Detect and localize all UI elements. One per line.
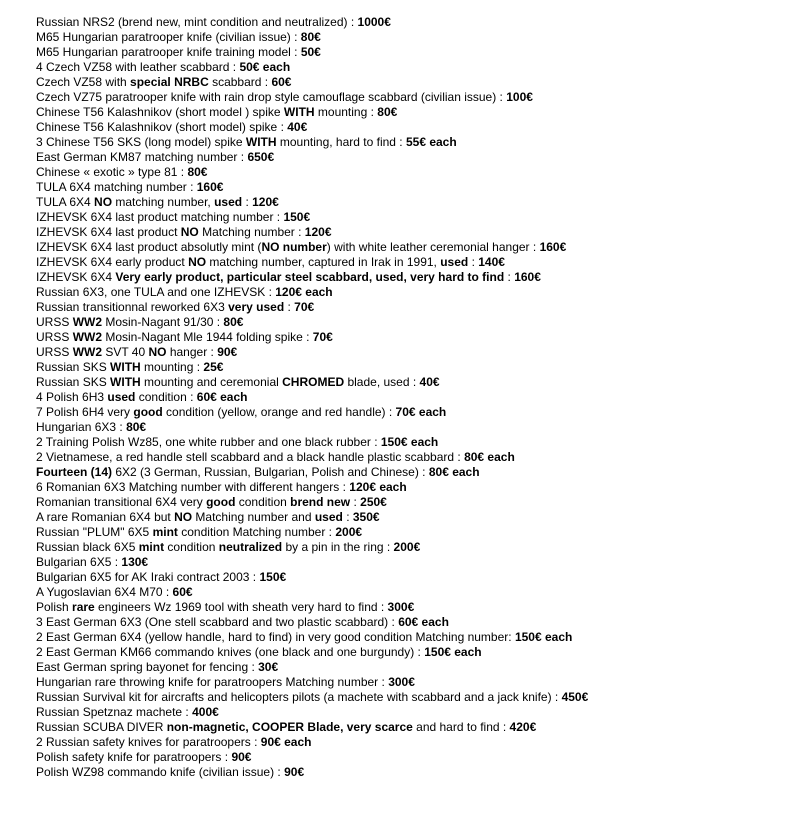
list-item: [36, 360, 781, 375]
bold-text-segment: 90€: [284, 765, 305, 779]
list-item: [36, 150, 781, 165]
text-segment: mounting and ceremonial: [140, 375, 283, 389]
bold-text-segment: 150€: [259, 570, 287, 584]
text-segment: scabbard :: [208, 75, 272, 89]
text-segment: TULA 6X4: [36, 195, 95, 209]
bold-text-segment: 130€: [121, 555, 149, 569]
text-segment: Chinese « exotic » type 81 :: [36, 165, 188, 179]
list-item: [36, 375, 781, 390]
bold-text-segment: 90€ each: [260, 735, 312, 749]
text-segment: mounting, hard to find :: [276, 135, 406, 149]
list-item: [36, 630, 781, 645]
list-item: [36, 495, 781, 510]
bold-text-segment: very used: [228, 300, 285, 314]
text-segment: Czech VZ58 with: [36, 75, 131, 89]
bold-text-segment: 80€ each: [428, 465, 480, 479]
bold-text-segment: used: [214, 195, 243, 209]
bold-text-segment: good: [133, 405, 163, 419]
list-item: [36, 45, 781, 60]
text-segment: 6 Romanian 6X3 Matching number with different hangers :: [36, 480, 350, 494]
text-segment: Chinese T56 Kalashnikov (short model) spike :: [36, 120, 288, 134]
text-segment: URSS: [36, 345, 73, 359]
text-segment: Russian Spetznaz machete :: [36, 705, 193, 719]
text-segment: East German KM87 matching number :: [36, 150, 248, 164]
list-item: [36, 540, 781, 555]
bold-text-segment: 80€: [126, 420, 147, 434]
bold-text-segment: rare: [72, 600, 95, 614]
text-segment: M65 Hungarian paratrooper knife (civilian issue) :: [36, 30, 301, 44]
text-segment: :: [504, 270, 515, 284]
bold-text-segment: NO: [94, 195, 113, 209]
text-segment: East German spring bayonet for fencing :: [36, 660, 259, 674]
bold-text-segment: 80€: [187, 165, 208, 179]
list-item: [36, 555, 781, 570]
bold-text-segment: 150€ each: [514, 630, 573, 644]
list-item: [36, 510, 781, 525]
bold-text-segment: CHROMED: [282, 375, 345, 389]
text-segment: Russian black 6X5: [36, 540, 139, 554]
bold-text-segment: NO: [188, 255, 207, 269]
text-segment: :: [342, 510, 353, 524]
list-item: [36, 465, 781, 480]
text-segment: by a pin in the ring :: [282, 540, 394, 554]
text-segment: 3 Chinese T56 SKS (long model) spike: [36, 135, 246, 149]
list-item: [36, 660, 781, 675]
list-item: [36, 480, 781, 495]
bold-text-segment: 50€ each: [239, 60, 291, 74]
list-item: [36, 315, 781, 330]
bold-text-segment: brend new: [290, 495, 351, 509]
bold-text-segment: 80€ each: [464, 450, 515, 464]
text-segment: Hungarian rare throwing knife for paratroopers Matching number :: [36, 675, 389, 689]
text-segment: ) with white leather ceremonial hanger :: [326, 240, 540, 254]
bold-text-segment: 80€: [377, 105, 398, 119]
text-segment: Russian 6X3, one TULA and one IZHEVSK :: [36, 285, 276, 299]
text-segment: condition :: [135, 390, 197, 404]
bold-text-segment: 80€: [223, 315, 244, 329]
list-item: [36, 330, 781, 345]
bold-text-segment: 160€: [196, 180, 224, 194]
bold-text-segment: 120€: [252, 195, 279, 209]
text-segment: A Yugoslavian 6X4 M70 :: [36, 585, 173, 599]
list-item: [36, 345, 781, 360]
bold-text-segment: 60€: [271, 75, 292, 89]
text-segment: Russian NRS2 (brend new, mint condition and neutralized) :: [36, 15, 358, 29]
list-item: [36, 690, 781, 705]
list-item: [36, 195, 781, 210]
bold-text-segment: used: [440, 255, 469, 269]
text-segment: Mosin-Nagant 91/30 :: [102, 315, 224, 329]
bold-text-segment: 300€: [387, 600, 415, 614]
text-segment: A rare Romanian 6X4 but: [36, 510, 175, 524]
bold-text-segment: NO: [174, 510, 193, 524]
text-segment: SVT 40: [102, 345, 149, 359]
bold-text-segment: 150€ each: [380, 435, 439, 449]
text-segment: Russian SKS: [36, 375, 111, 389]
text-segment: matching number,: [112, 195, 215, 209]
list-item: [36, 735, 781, 750]
text-segment: TULA 6X4 matching number :: [36, 180, 197, 194]
text-segment: matching number, captured in Irak in 1991,: [206, 255, 441, 269]
bold-text-segment: 400€: [192, 705, 219, 719]
text-segment: Russian SKS: [36, 360, 111, 374]
bold-text-segment: 160€: [539, 240, 567, 254]
bold-text-segment: 350€: [352, 510, 380, 524]
text-segment: IZHEVSK 6X4 early product: [36, 255, 189, 269]
list-item: [36, 90, 781, 105]
text-segment: :: [350, 495, 361, 509]
text-segment: Bulgarian 6X5 for AK Iraki contract 2003 :: [36, 570, 260, 584]
list-item: [36, 615, 781, 630]
bold-text-segment: 70€: [312, 330, 333, 344]
list-item: [36, 420, 781, 435]
bold-text-segment: WITH: [110, 375, 141, 389]
text-segment: 2 East German 6X4 (yellow handle, hard to find) in very good condition Matching number:: [36, 630, 515, 644]
bold-text-segment: used: [107, 390, 136, 404]
text-segment: IZHEVSK 6X4 last product: [36, 225, 181, 239]
bold-text-segment: 70€: [294, 300, 315, 314]
bold-text-segment: 650€: [247, 150, 275, 164]
list-item: [36, 240, 781, 255]
list-item: [36, 765, 781, 780]
text-segment: Mosin-Nagant Mle 1944 folding spike :: [102, 330, 313, 344]
text-segment: 4 Czech VZ58 with leather scabbard :: [36, 60, 240, 74]
text-segment: IZHEVSK 6X4 last product matching number :: [36, 210, 284, 224]
list-item: [36, 135, 781, 150]
text-segment: :: [468, 255, 479, 269]
bold-text-segment: WW2: [72, 345, 103, 359]
text-segment: Polish: [36, 600, 73, 614]
bold-text-segment: WITH: [110, 360, 141, 374]
bold-text-segment: 40€: [287, 120, 308, 134]
bold-text-segment: 200€: [335, 525, 363, 539]
text-segment: 2 Training Polish Wz85, one white rubber and one black rubber :: [36, 435, 381, 449]
bold-text-segment: non-magnetic, COOPER Blade, very scarce: [166, 720, 413, 734]
text-segment: 2 East German KM66 commando knives (one black and one burgundy) :: [36, 645, 425, 659]
list-item: [36, 570, 781, 585]
text-segment: URSS: [36, 330, 73, 344]
list-item: [36, 180, 781, 195]
text-segment: condition Matching number :: [177, 525, 336, 539]
text-segment: Russian Survival kit for aircrafts and helicopters pilots (a machete with scabbard and a jack knife) :: [36, 690, 562, 704]
text-segment: engineers Wz 1969 tool with sheath very hard to find :: [94, 600, 388, 614]
text-segment: Polish safety knife for paratroopers :: [36, 750, 232, 764]
text-segment: Russian SCUBA DIVER: [36, 720, 167, 734]
list-item: [36, 255, 781, 270]
text-segment: 2 Russian safety knives for paratroopers :: [36, 735, 261, 749]
bold-text-segment: 70€ each: [395, 405, 447, 419]
bold-text-segment: 200€: [393, 540, 421, 554]
text-segment: Romanian transitional 6X4 very: [36, 495, 207, 509]
list-item: [36, 705, 781, 720]
list-item: [36, 15, 781, 30]
list-item: [36, 285, 781, 300]
bold-text-segment: 150€: [283, 210, 311, 224]
bold-text-segment: 150€ each: [424, 645, 482, 659]
text-segment: Russian transitionnal reworked 6X3: [36, 300, 229, 314]
list-item: [36, 600, 781, 615]
bold-text-segment: 100€: [506, 90, 533, 104]
text-segment: 2 Vietnamese, a red handle stell scabbard and a black handle plastic scabbard :: [36, 450, 465, 464]
list-item: [36, 720, 781, 735]
list-item: [36, 105, 781, 120]
bold-text-segment: 55€ each: [405, 135, 457, 149]
bold-text-segment: 1000€: [357, 15, 391, 29]
text-segment: condition: [164, 540, 219, 554]
text-segment: condition (yellow, orange and red handle) :: [162, 405, 396, 419]
bold-text-segment: 140€: [478, 255, 505, 269]
bold-text-segment: Very early product, particular steel scabbard, used, very hard to find: [115, 270, 505, 284]
bold-text-segment: NO: [180, 225, 199, 239]
bold-text-segment: Fourteen (14): [36, 465, 113, 479]
text-segment: mounting :: [314, 105, 378, 119]
text-segment: :: [284, 300, 295, 314]
text-segment: condition: [235, 495, 291, 509]
list-item: [36, 75, 781, 90]
text-segment: 4 Polish 6H3: [36, 390, 108, 404]
list-item: [36, 225, 781, 240]
text-segment: 7 Polish 6H4 very: [36, 405, 134, 419]
bold-text-segment: mint: [152, 525, 178, 539]
list-item: [36, 675, 781, 690]
text-segment: Chinese T56 Kalashnikov (short model ) spike: [36, 105, 284, 119]
bold-text-segment: NO: [148, 345, 167, 359]
text-segment: Russian "PLUM" 6X5: [36, 525, 153, 539]
bold-text-segment: NO number: [261, 240, 327, 254]
text-segment: Czech VZ75 paratrooper knife with rain drop style camouflage scabbard (civilian issue) :: [36, 90, 507, 104]
list-item: [36, 210, 781, 225]
text-segment: hanger :: [166, 345, 218, 359]
bold-text-segment: 450€: [561, 690, 589, 704]
text-segment: M65 Hungarian paratrooper knife training model :: [36, 45, 301, 59]
text-segment: Bulgarian 6X5 :: [36, 555, 122, 569]
list-item: [36, 300, 781, 315]
bold-text-segment: neutralized: [218, 540, 283, 554]
list-item: [36, 750, 781, 765]
bold-text-segment: 160€: [514, 270, 541, 284]
bold-text-segment: WW2: [72, 330, 103, 344]
text-segment: 3 East German 6X3 (One stell scabbard and two plastic scabbard) :: [36, 615, 399, 629]
bold-text-segment: 120€ each: [349, 480, 407, 494]
bold-text-segment: 60€: [172, 585, 193, 599]
text-segment: and hard to find :: [412, 720, 510, 734]
list-item: [36, 435, 781, 450]
price-list: [36, 15, 781, 780]
list-item: [36, 390, 781, 405]
bold-text-segment: 120€ each: [275, 285, 333, 299]
text-segment: URSS: [36, 315, 73, 329]
bold-text-segment: WITH: [283, 105, 315, 119]
bold-text-segment: 50€: [300, 45, 321, 59]
bold-text-segment: used: [314, 510, 343, 524]
list-item: [36, 60, 781, 75]
text-segment: blade, used :: [344, 375, 420, 389]
bold-text-segment: 90€: [231, 750, 252, 764]
bold-text-segment: 30€: [258, 660, 279, 674]
bold-text-segment: 25€: [203, 360, 224, 374]
bold-text-segment: 90€: [217, 345, 238, 359]
bold-text-segment: WITH: [245, 135, 277, 149]
list-item: [36, 30, 781, 45]
text-segment: IZHEVSK 6X4 last product absolutly mint (: [36, 240, 262, 254]
bold-text-segment: 250€: [360, 495, 387, 509]
list-item: [36, 270, 781, 285]
bold-text-segment: special NRBC: [130, 75, 209, 89]
text-segment: Matching number :: [198, 225, 305, 239]
list-item: [36, 645, 781, 660]
list-item: [36, 405, 781, 420]
text-segment: IZHEVSK 6X4: [36, 270, 116, 284]
list-item: [36, 450, 781, 465]
text-segment: Matching number and: [192, 510, 315, 524]
text-segment: Hungarian 6X3 :: [36, 420, 127, 434]
bold-text-segment: mint: [138, 540, 165, 554]
text-segment: Polish WZ98 commando knife (civilian issue) :: [36, 765, 285, 779]
bold-text-segment: WW2: [72, 315, 103, 329]
text-segment: :: [242, 195, 253, 209]
bold-text-segment: 60€ each: [398, 615, 449, 629]
bold-text-segment: 420€: [509, 720, 537, 734]
bold-text-segment: good: [206, 495, 236, 509]
list-item: [36, 585, 781, 600]
bold-text-segment: 120€: [304, 225, 332, 239]
bold-text-segment: 60€ each: [196, 390, 248, 404]
list-item: [36, 120, 781, 135]
bold-text-segment: 80€: [300, 30, 321, 44]
list-item: [36, 165, 781, 180]
text-segment: mounting :: [140, 360, 204, 374]
list-item: [36, 525, 781, 540]
bold-text-segment: 300€: [388, 675, 415, 689]
bold-text-segment: 40€: [419, 375, 440, 389]
text-segment: 6X2 (3 German, Russian, Bulgarian, Polish and Chinese) :: [112, 465, 429, 479]
